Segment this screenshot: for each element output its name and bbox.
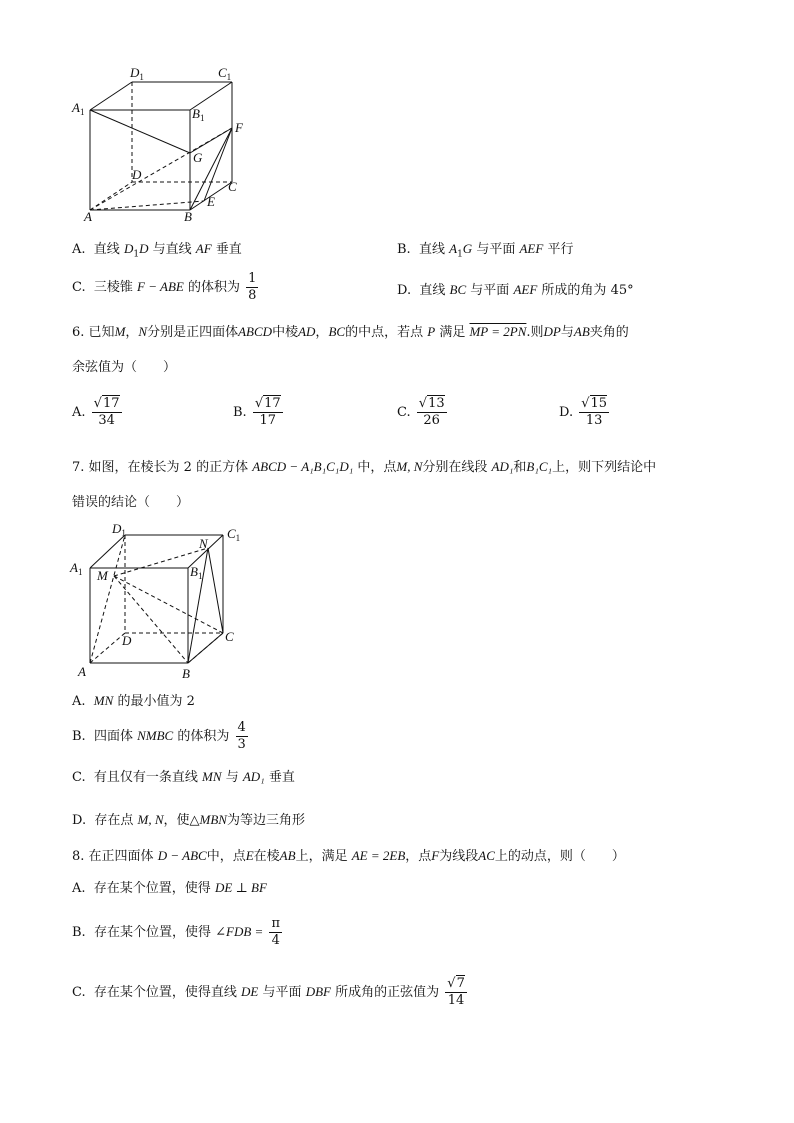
fraction: $\frac{√17}{17}$ — [254, 396, 281, 428]
label-C: C — [225, 629, 234, 644]
q7-stem-line2: 错误的结论（ ） — [72, 495, 190, 510]
label-C1: $C_1$ — [218, 65, 232, 82]
label-E: E — [207, 194, 215, 209]
q7-stem: 7. 如图，在棱长为 2 的正方体 ABCD − A₁B₁C₁D₁ 中，点M, N分别在线段 AD₁和B₁C₁上，则下列结论中 — [72, 459, 657, 475]
fraction: $\frac{√7}{14}$ — [447, 976, 465, 1008]
fraction: $\frac{4}{3}$ — [237, 720, 246, 752]
q6-option-a[interactable]: A. $\frac{√17}{34}$ — [72, 396, 120, 428]
q5-option-b[interactable]: B. 直线 $A_1G$ 与平面 AEF 平行 — [397, 241, 574, 260]
label-A1: $A_1$ — [70, 560, 83, 577]
label-A: A — [78, 664, 86, 679]
q8-option-a[interactable]: A. 存在某个位置，使得 DE ⊥ BF — [72, 880, 267, 896]
q6-stem: 6. 已知M，N分别是正四面体ABCD中棱AD，BC的中点，若点 P 满足 MP = 2PN.则DP与AB夹角的 — [72, 324, 629, 340]
label-A1: $A_1$ — [72, 100, 85, 117]
cube-figure-2 — [68, 518, 248, 684]
label-N: N — [199, 536, 208, 551]
label-D1: $D_1$ — [112, 521, 126, 538]
label-C1: $C_1$ — [227, 526, 241, 543]
fraction: $\frac{√13}{26}$ — [418, 396, 445, 428]
fraction: $\frac{√15}{13}$ — [581, 396, 608, 428]
label-M: M — [97, 568, 108, 583]
q6-stem-line2: 余弦值为（ ） — [72, 360, 177, 375]
label-D: D — [132, 167, 142, 182]
q8-option-b[interactable]: B. 存在某个位置，使得 ∠FDB = $\frac{\pi}{4}$ — [72, 916, 280, 948]
q6-option-b[interactable]: B. $\frac{√17}{17}$ — [233, 396, 281, 428]
q5-option-d[interactable]: D. 直线 BC 与平面 AEF 所成的角为 45° — [397, 282, 634, 298]
label-F: F — [235, 120, 243, 135]
q6-option-c[interactable]: C. $\frac{√13}{26}$ — [397, 396, 445, 428]
fraction: $\frac{√17}{34}$ — [93, 396, 120, 428]
label-B1: $B_1$ — [190, 564, 203, 581]
label-B: B — [182, 666, 190, 681]
q7-option-b[interactable]: B. 四面体 NMBC 的体积为 $\frac{4}{3}$ — [72, 720, 246, 752]
q8-stem: 8. 在正四面体 D − ABC中，点E在棱AB上，满足 AE = 2EB，点F为线段AC上的动点，则（ ） — [72, 848, 625, 864]
label-C: C — [228, 179, 237, 194]
q8-option-c[interactable]: C. 存在某个位置，使得直线 DE 与平面 DBF 所成角的正弦值为 $\frac{√7}{14}$ — [72, 976, 465, 1008]
q5-option-a[interactable]: A. 直线 $D_1D$ 与直线 AF 垂直 — [72, 241, 242, 260]
fraction: $\frac{\pi}{4}$ — [271, 916, 280, 948]
label-B1: $B_1$ — [192, 106, 205, 123]
label-G: G — [193, 150, 203, 165]
label-A: A — [84, 209, 92, 224]
label-D1: $D_1$ — [130, 65, 144, 82]
q5-option-c[interactable]: C. 三棱锥 F − ABE 的体积为 $\frac{1}{8}$ — [72, 271, 257, 303]
label-B: B — [184, 209, 192, 224]
q7-option-c[interactable]: C. 有且仅有一条直线 MN 与 AD₁ 垂直 — [72, 769, 295, 785]
fraction: $\frac{1}{8}$ — [248, 271, 257, 303]
q7-option-a[interactable]: A. MN 的最小值为 2 — [72, 693, 195, 709]
cube-figure-1 — [70, 60, 250, 225]
label-D: D — [122, 633, 132, 648]
q6-option-d[interactable]: D. $\frac{√15}{13}$ — [559, 396, 608, 428]
q7-option-d[interactable]: D. 存在点 M, N，使△MBN为等边三角形 — [72, 812, 305, 828]
